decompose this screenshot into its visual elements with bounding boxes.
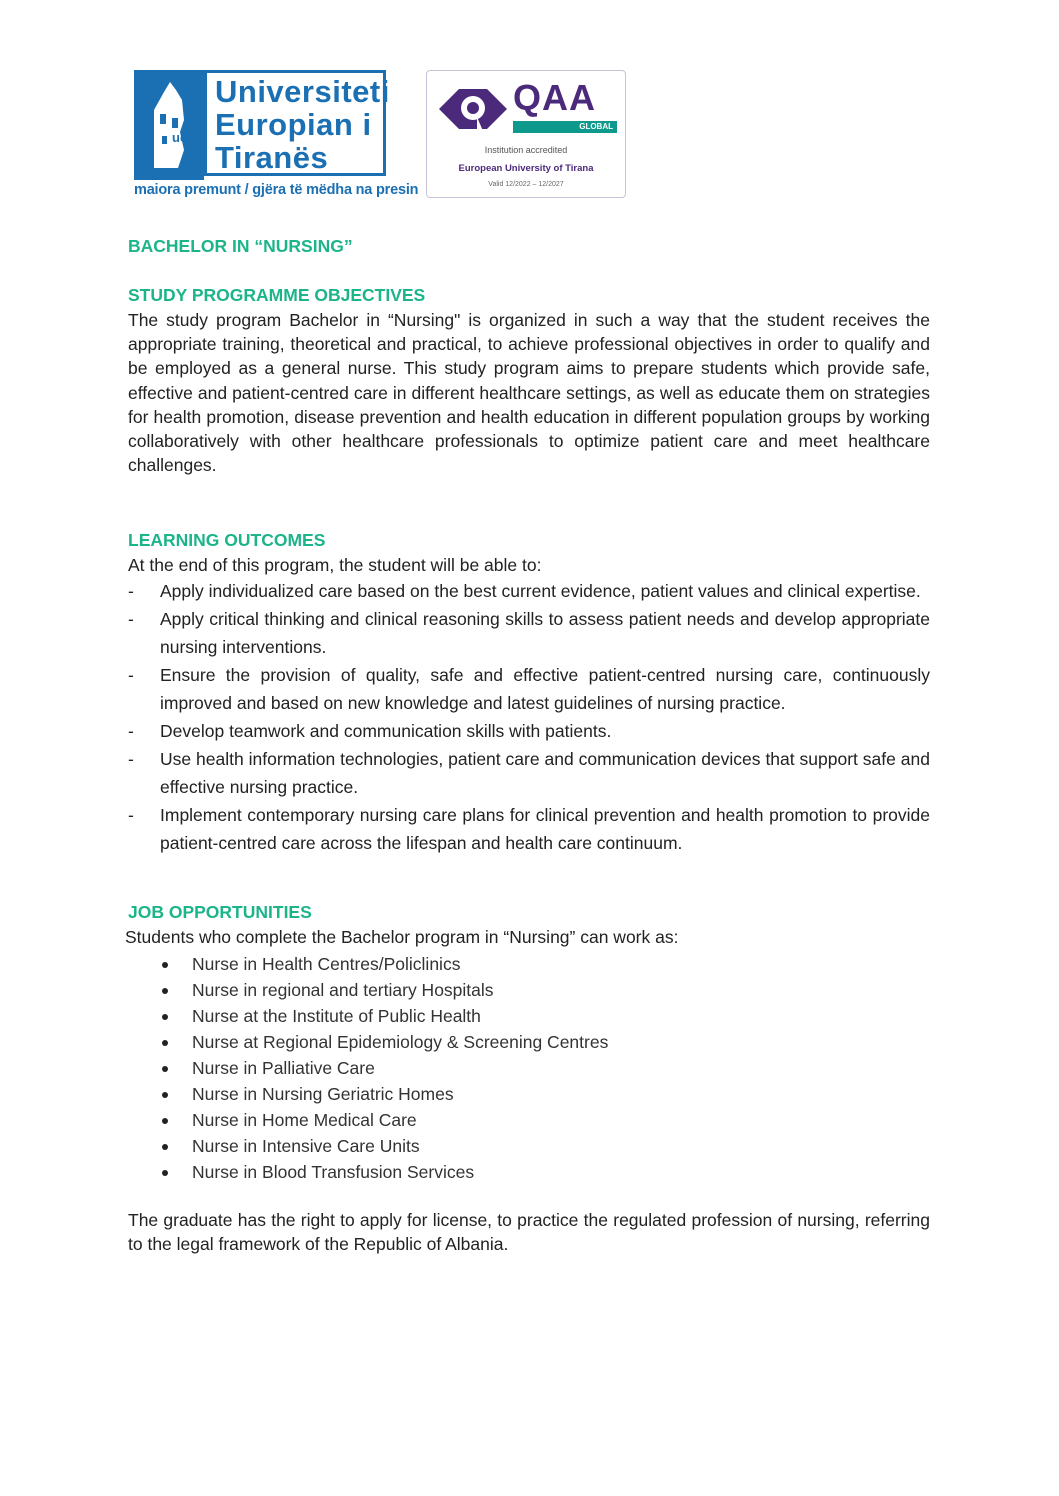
outcomes-heading: LEARNING OUTCOMES (128, 530, 326, 550)
job-text: Nurse in Blood Transfusion Services (192, 1162, 475, 1183)
list-item (128, 577, 930, 605)
closing-text: The graduate has the right to apply for license, to practice the regulated profession of nursing, referring to the legal framework of the Republic of Albania. (128, 1210, 930, 1255)
outcome-text: Develop teamwork and communication skills with patients. (160, 721, 612, 742)
qaa-accredited-text: Institution accredited (484, 145, 568, 155)
outcomes-section (128, 530, 930, 857)
bullet-icon (162, 1170, 168, 1176)
list-item (128, 605, 930, 661)
qaa-global-bar: GLOBAL (513, 121, 617, 133)
job-text: Nurse in Home Medical Care (192, 1110, 417, 1131)
list-item (128, 745, 930, 801)
qaa-eye-icon (437, 81, 509, 137)
outcomes-list (128, 577, 930, 857)
qaa-valid-text: Valid 12/2022 – 12/2027 (488, 181, 564, 188)
outcome-text: Use health information technologies, patient care and communication devices that support safe and effective nursing practice. (160, 749, 930, 798)
bullet-icon (162, 1092, 168, 1098)
job-text: Nurse at the Institute of Public Health (192, 1006, 481, 1027)
uet-mark-text: uet (172, 130, 192, 145)
dash-marker: - (128, 805, 134, 826)
jobs-list (128, 951, 930, 1185)
uet-emblem-icon (134, 70, 204, 180)
jobs-heading: JOB OPPORTUNITIES (128, 902, 312, 922)
job-text: Nurse at Regional Epidemiology & Screening Centres (192, 1032, 609, 1053)
qaa-accreditation-badge (426, 70, 626, 198)
job-text: Nurse in Palliative Care (192, 1058, 375, 1079)
objectives-section (128, 285, 930, 477)
bullet-icon (162, 1066, 168, 1072)
dash-marker: - (128, 581, 134, 602)
outcome-text: Implement contemporary nursing care plans for clinical prevention and health promotion to provide patient-centred care across the lifespan and health care continuum. (160, 805, 930, 854)
list-item (128, 1003, 930, 1029)
job-text: Nurse in Intensive Care Units (192, 1136, 420, 1157)
dash-marker: - (128, 609, 134, 630)
job-text: Nurse in regional and tertiary Hospitals (192, 980, 494, 1001)
list-item (128, 661, 930, 717)
list-item (128, 1133, 930, 1159)
uet-name-line-2: Europian i (215, 107, 372, 142)
objectives-heading: STUDY PROGRAMME OBJECTIVES (128, 285, 426, 305)
job-text: Nurse in Health Centres/Policlinics (192, 954, 461, 975)
outcome-text: Apply individualized care based on the best current evidence, patient values and clinical expertise. (160, 581, 921, 602)
uet-name-line-1: Universiteti (215, 74, 390, 109)
bullet-icon (162, 1144, 168, 1150)
bullet-icon (162, 988, 168, 994)
list-item (128, 1159, 930, 1185)
list-item (128, 1055, 930, 1081)
job-text: Nurse in Nursing Geriatric Homes (192, 1084, 454, 1105)
bullet-icon (162, 1014, 168, 1020)
qaa-institution-text: European University of Tirana (458, 163, 594, 174)
list-item (128, 801, 930, 857)
uet-wordmark (204, 70, 390, 176)
bullet-icon (162, 1118, 168, 1124)
dash-marker: - (128, 749, 134, 770)
uet-name-line-3: Tiranës (215, 140, 329, 175)
list-item (128, 951, 930, 977)
jobs-intro: Students who complete the Bachelor program in “Nursing” can work as: (125, 927, 679, 947)
outcome-text: Apply critical thinking and clinical reasoning skills to assess patient needs and develop appropriate nursing interventions. (160, 609, 930, 658)
bullet-icon (162, 962, 168, 968)
list-item (128, 977, 930, 1003)
page-title: BACHELOR IN “NURSING” (128, 236, 353, 256)
dash-marker: - (128, 665, 134, 686)
list-item (128, 1029, 930, 1055)
list-item (128, 1107, 930, 1133)
outcome-text: Ensure the provision of quality, safe and effective patient-centred nursing care, continuously improved and based on new knowledge and latest guidelines of nursing practice. (160, 665, 930, 714)
bullet-icon (162, 1040, 168, 1046)
uet-motto: maiora premunt / gjëra të mëdha na presin (134, 182, 419, 198)
closing-section (128, 1208, 930, 1256)
outcomes-intro: At the end of this program, the student will be able to: (128, 555, 542, 575)
jobs-section (125, 902, 930, 1185)
uet-logo (134, 70, 419, 202)
objectives-text: The study program Bachelor in “Nursing" is organized in such a way that the student receives the appropriate training, theoretical and practical, to achieve professional objectives in order to qualify and be employed as a general nurse. This study program aims to prepare students which provide safe, effective and patient-centred care in different healthcare settings, as well as educate them on strategies for health promotion, disease prevention and health education in different population groups by working collaboratively with other healthcare professionals to optimize patient care and meet healthcare challenges. (128, 310, 930, 476)
qaa-name: QAA (513, 77, 596, 118)
dash-marker: - (128, 721, 134, 742)
list-item (128, 1081, 930, 1107)
list-item (128, 717, 930, 745)
